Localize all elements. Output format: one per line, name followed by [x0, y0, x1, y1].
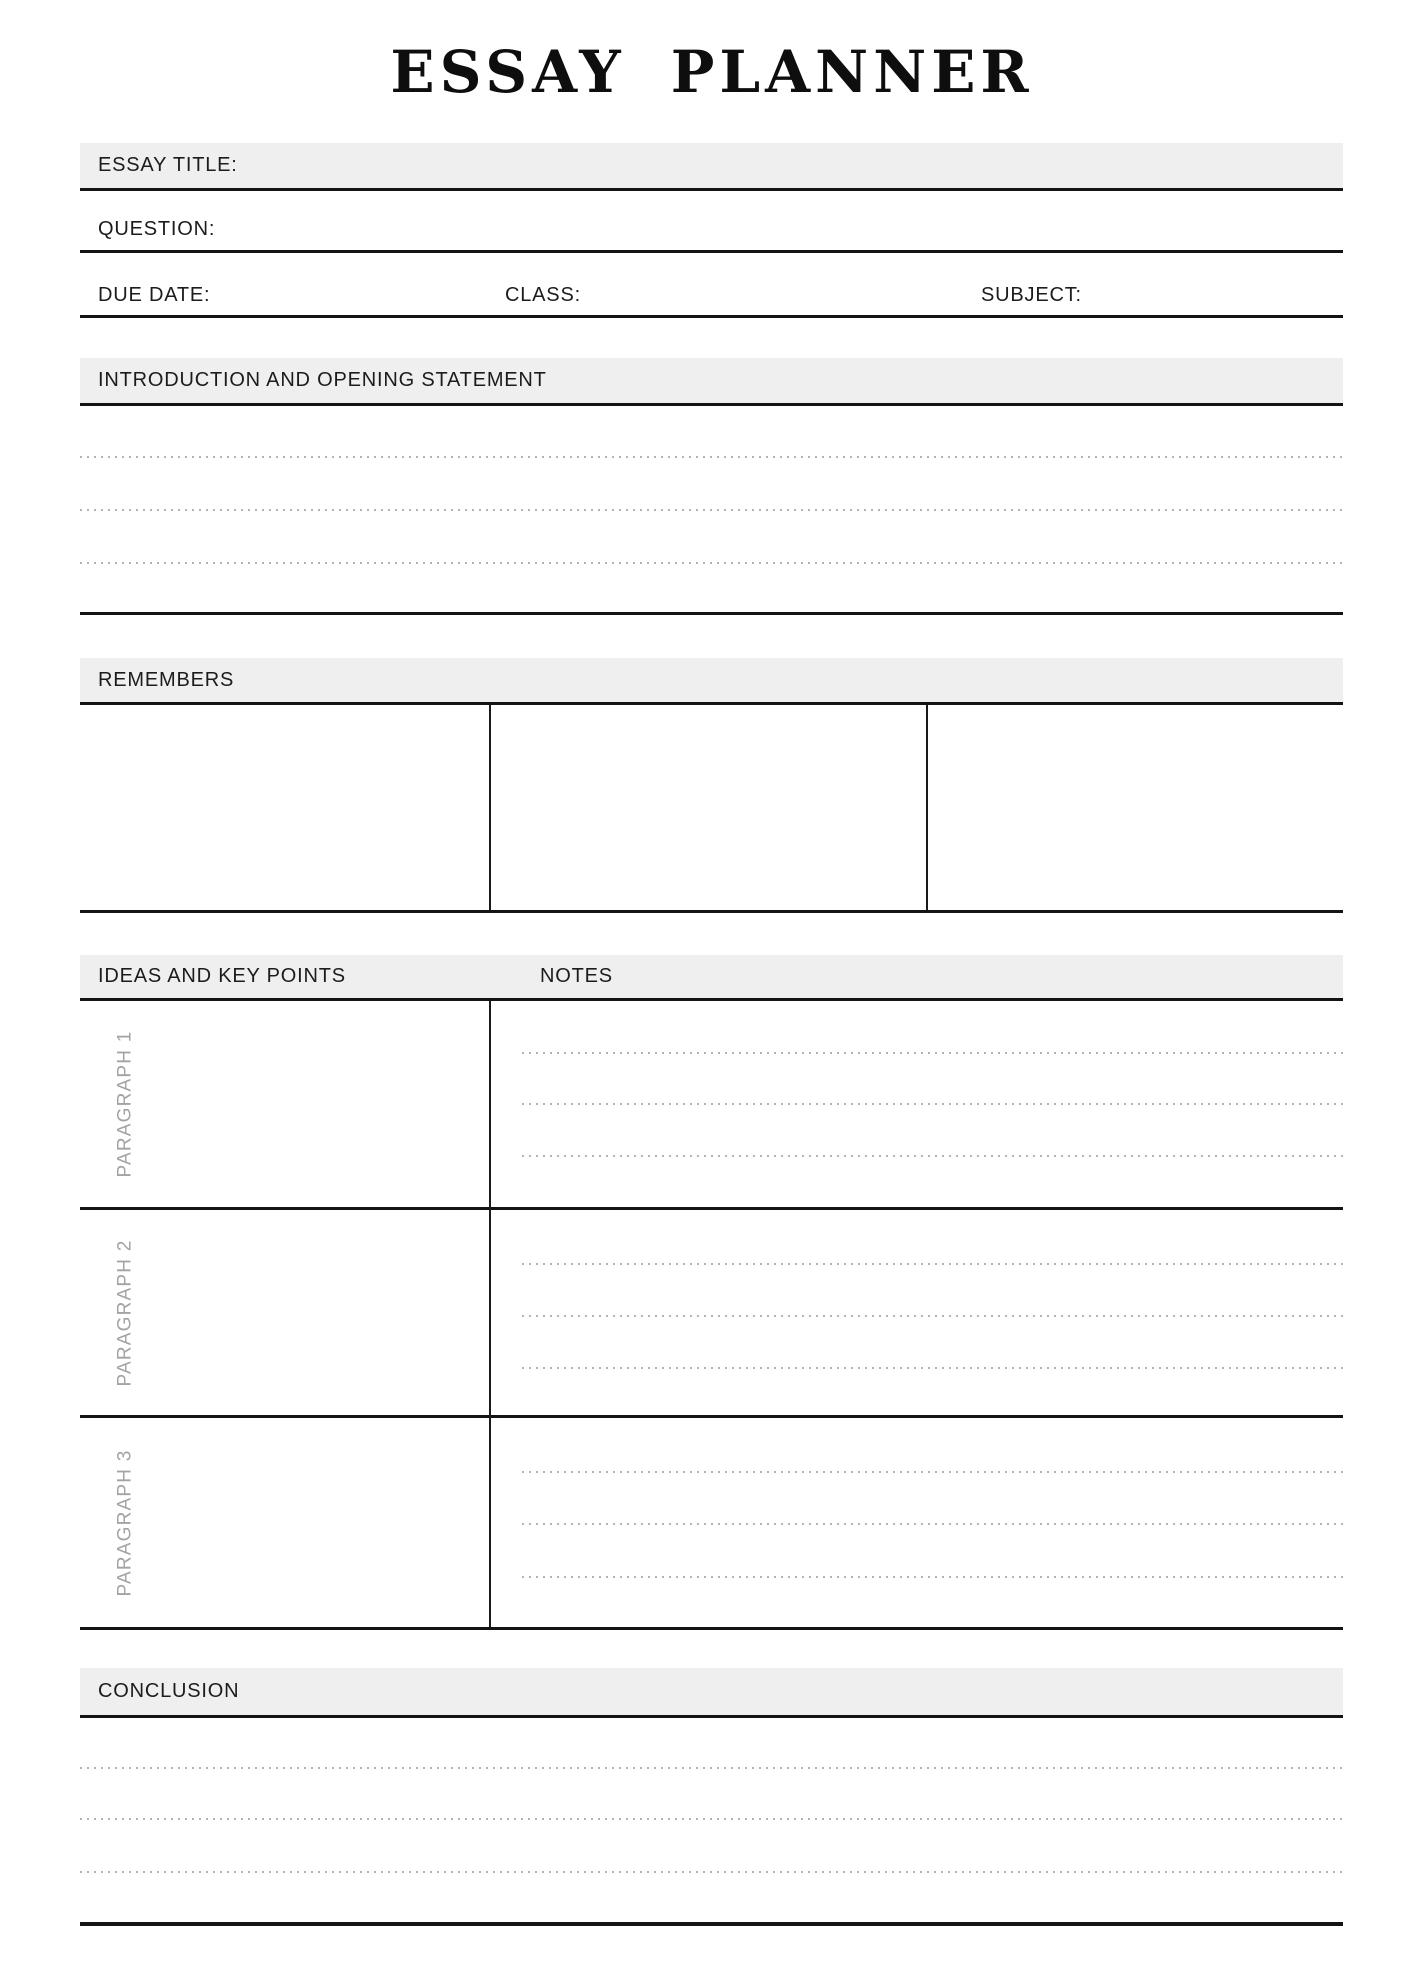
conclusion-header-bar	[80, 1668, 1343, 1718]
conclusion-write-line	[80, 1871, 1343, 1873]
remembers-cell	[928, 705, 1343, 910]
ideas-notes-divider	[489, 1001, 491, 1627]
notes-write-line	[522, 1052, 1343, 1054]
paragraph-1-label-wrap	[90, 1001, 160, 1207]
notes-write-line	[522, 1523, 1343, 1525]
notes-write-line	[522, 1103, 1343, 1105]
question-label: QUESTION:	[98, 218, 216, 240]
notes-write-line	[522, 1367, 1343, 1369]
introduction-write-line	[80, 509, 1343, 511]
paragraph-3-label: PARAGRAPH 3	[114, 1449, 136, 1596]
introduction-write-line	[80, 562, 1343, 564]
remembers-cell	[491, 705, 926, 910]
remembers-header-bar	[80, 658, 1343, 705]
notes-write-line	[522, 1471, 1343, 1473]
subject-label: SUBJECT:	[981, 284, 1082, 306]
ideas-header-label: IDEAS AND KEY POINTS	[98, 965, 346, 987]
page-title: ESSAY PLANNER	[390, 38, 1034, 106]
essay-title-field	[80, 143, 1343, 191]
notes-write-line	[522, 1576, 1343, 1578]
ideas-header-bar	[80, 955, 1343, 1001]
introduction-bottom-rule	[80, 612, 1343, 615]
introduction-write-line	[80, 456, 1343, 458]
remembers-column-divider	[926, 705, 928, 910]
essay-title-label: ESSAY TITLE:	[98, 154, 238, 176]
notes-write-line	[522, 1315, 1343, 1317]
conclusion-write-line	[80, 1767, 1343, 1769]
question-field-line	[80, 250, 1343, 253]
paragraph-row-1	[80, 1001, 1343, 1210]
remembers-column-divider	[489, 705, 491, 910]
notes-write-line	[522, 1263, 1343, 1265]
conclusion-write-line	[80, 1818, 1343, 1820]
ideas-table	[80, 1001, 1343, 1630]
notes-write-line	[522, 1155, 1343, 1157]
paragraph-row-3	[80, 1418, 1343, 1630]
due-date-label: DUE DATE:	[98, 284, 211, 306]
meta-field-line	[80, 315, 1343, 318]
remembers-table	[80, 705, 1343, 913]
introduction-header-label: INTRODUCTION AND OPENING STATEMENT	[98, 369, 547, 391]
remembers-cell	[80, 705, 489, 910]
conclusion-header-label: CONCLUSION	[98, 1680, 240, 1702]
paragraph-3-label-wrap	[90, 1418, 160, 1627]
paragraph-row-2	[80, 1210, 1343, 1418]
paragraph-2-label: PARAGRAPH 2	[114, 1239, 136, 1386]
paragraph-1-label: PARAGRAPH 1	[114, 1030, 136, 1178]
remembers-header-label: REMEMBERS	[98, 668, 235, 691]
class-label: CLASS:	[505, 284, 581, 306]
conclusion-bottom-rule	[80, 1922, 1343, 1926]
notes-header-label: NOTES	[540, 965, 613, 987]
paragraph-2-label-wrap	[90, 1210, 160, 1415]
introduction-header-bar	[80, 358, 1343, 406]
